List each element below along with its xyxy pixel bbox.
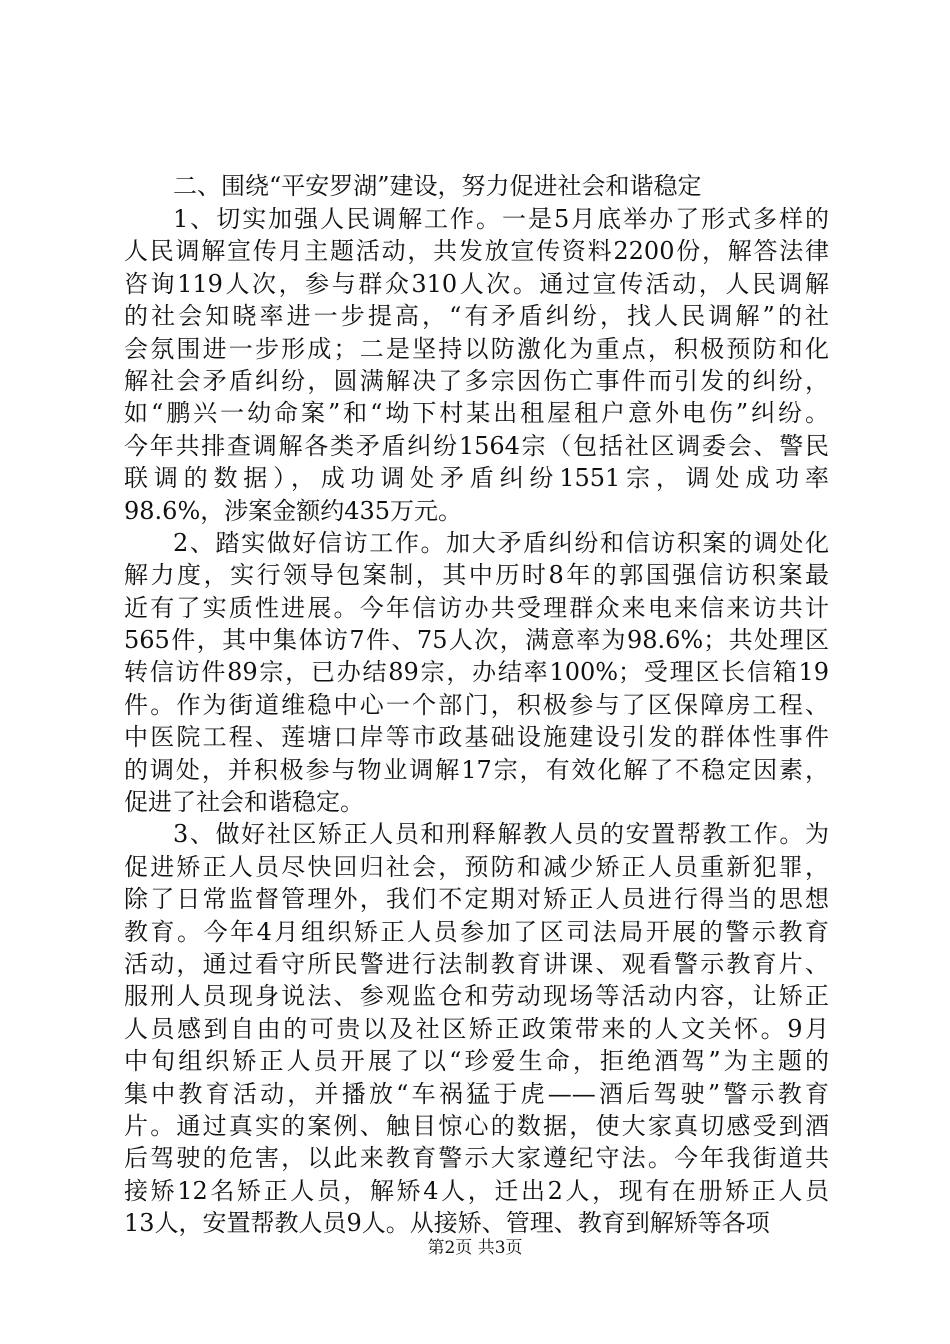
- paragraph-line: 人民调解宣传月主题活动，共发放宣传资料2200份，解答法律: [124, 237, 829, 266]
- paragraph: [124, 203, 829, 527]
- paragraph-line: 促进了社会和谐稳定。: [124, 788, 364, 817]
- paragraph-line: 的社会知晓率进一步提高，“有矛盾纠纷，找人民调解”的社: [124, 302, 829, 331]
- paragraph-list: [124, 203, 829, 1240]
- paragraph-line: 活动，通过看守所民警进行法制教育讲课、观看警示教育片、: [124, 949, 829, 978]
- paragraph: [124, 527, 829, 819]
- paragraph-line: 咨询119人次，参与群众310人次。通过宣传活动，人民调解: [124, 269, 829, 298]
- paragraph-line: 中医院工程、莲塘口岸等市政基础设施建设引发的群体性事件: [124, 723, 829, 752]
- paragraph-line: 接矫12名矫正人员，解矫4人，迁出2人，现有在册矫正人员: [124, 1176, 829, 1205]
- paragraph-line: 98.6%，涉案金额约435万元。: [124, 496, 463, 525]
- paragraph-line: 解力度，实行领导包案制，其中历时8年的郭国强信访积案最: [124, 561, 829, 590]
- paragraph-line: 的调处，并积极参与物业调解17宗，有效化解了不稳定因素，: [124, 755, 829, 784]
- paragraph-line: 3、做好社区矫正人员和刑释解教人员的安置帮教工作。为: [173, 820, 829, 849]
- paragraph-line: 联调的数据），成功调处矛盾纠纷1551宗，调处成功率: [124, 464, 829, 493]
- paragraph-line: 近有了实质性进展。今年信访办共受理群众来电来信来访共计: [124, 593, 829, 622]
- paragraph-line: 1、切实加强人民调解工作。一是5月底举办了形式多样的: [173, 205, 829, 233]
- paragraph-line: 服刑人员现身说法、参观监仓和劳动现场等活动内容，让矫正: [124, 982, 829, 1011]
- paragraph-line: 中旬组织矫正人员开展了以“珍爱生命，拒绝酒驾”为主题的: [124, 1047, 829, 1076]
- paragraph-line: 人员感到自由的可贵以及社区矫正政策带来的人文关怀。9月: [124, 1014, 829, 1043]
- paragraph-line: 如“鹏兴一幼命案”和“坳下村某出租屋租户意外电伤”纠纷。: [124, 399, 829, 428]
- paragraph-line: 解社会矛盾纠纷，圆满解决了多宗因伤亡事件而引发的纠纷，: [124, 366, 829, 395]
- paragraph-line: 教育。今年4月组织矫正人员参加了区司法局开展的警示教育: [124, 917, 829, 946]
- section-heading: 二、围绕“平安罗湖”建设，努力促进社会和谐稳定: [173, 172, 702, 200]
- paragraph-line: 2、踏实做好信访工作。加大矛盾纠纷和信访积案的调处化: [173, 528, 829, 557]
- paragraph-line: 565件，其中集体访7件、75人次，满意率为98.6%；共处理区: [124, 626, 829, 655]
- paragraph-line: 转信访件89宗，已办结89宗，办结率100%；受理区长信箱19: [124, 658, 829, 687]
- document-body: [124, 170, 829, 1240]
- paragraph-line: 后驾驶的危害，以此来教育警示大家遵纪守法。今年我街道共: [124, 1144, 829, 1173]
- paragraph-line: 件。作为街道维稳中心一个部门，积极参与了区保障房工程、: [124, 690, 829, 719]
- page-footer: 第2页 共3页: [427, 1238, 523, 1258]
- paragraph: [124, 818, 829, 1239]
- paragraph-line: 13人，安置帮教人员9人。从接矫、管理、教育到解矫等各项: [124, 1209, 770, 1238]
- paragraph-line: 片。通过真实的案例、触目惊心的数据，使大家真切感受到酒: [124, 1111, 829, 1140]
- paragraph-line: 除了日常监督管理外，我们不定期对矫正人员进行得当的思想: [124, 885, 829, 914]
- paragraph-line: 集中教育活动，并播放“车祸猛于虎——酒后驾驶”警示教育: [124, 1079, 829, 1108]
- paragraph-line: 今年共排查调解各类矛盾纠纷1564宗（包括社区调委会、警民: [124, 431, 829, 460]
- paragraph-line: 促进矫正人员尽快回归社会，预防和减少矫正人员重新犯罪，: [124, 852, 829, 881]
- paragraph-line: 会氛围进一步形成；二是坚持以防激化为重点，积极预防和化: [124, 334, 829, 363]
